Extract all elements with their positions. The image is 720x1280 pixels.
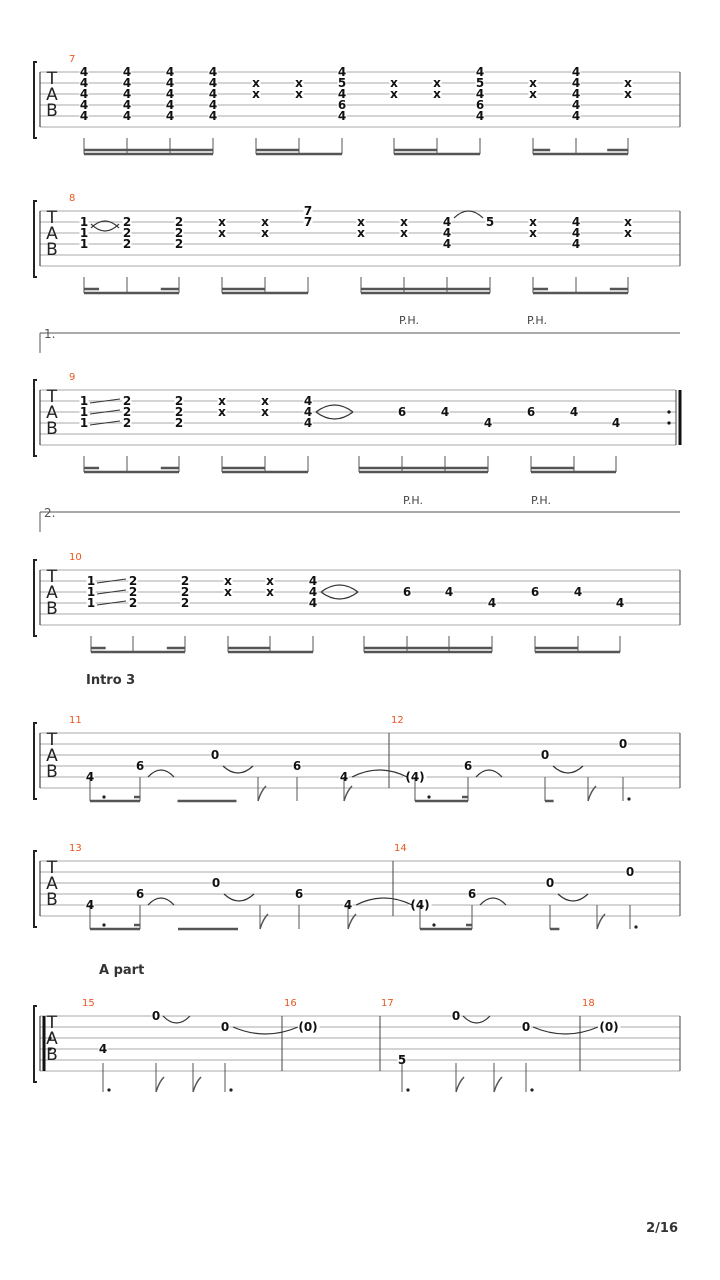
- measure-number: 16: [284, 998, 297, 1009]
- dead-note: x: [624, 215, 632, 229]
- fret-number: 4: [343, 898, 353, 912]
- dead-note: x: [295, 76, 303, 90]
- fret-number: 4: [571, 226, 581, 240]
- fret-number: 4: [440, 405, 450, 419]
- pinch-harmonic-label: P.H.: [399, 314, 419, 327]
- fret-number: 2: [180, 585, 190, 599]
- tab-clef-letter: A: [46, 874, 58, 894]
- fret-number: 4: [85, 898, 95, 912]
- fret-number: 4: [442, 226, 452, 240]
- tie: [148, 898, 174, 905]
- fret-number: 5: [397, 1053, 407, 1067]
- tie: [163, 1016, 190, 1023]
- fret-number: 6: [294, 887, 304, 901]
- fret-number: 4: [571, 237, 581, 251]
- fret-number: 4: [122, 87, 132, 101]
- fret-number: 4: [208, 109, 218, 123]
- fret-number: 4: [475, 87, 485, 101]
- measure-number: 13: [69, 843, 82, 854]
- dead-note: x: [624, 87, 632, 101]
- dead-note: x: [529, 215, 537, 229]
- tie: [352, 770, 407, 777]
- fret-number: 4: [165, 109, 175, 123]
- fret-number: (4): [405, 770, 425, 784]
- page-number: 2/16: [646, 1221, 678, 1236]
- tie: [533, 1027, 598, 1034]
- fret-number: 4: [571, 76, 581, 90]
- fret-number: 0: [540, 748, 550, 762]
- tab-clef-letter: T: [46, 1013, 58, 1033]
- fret-number: 4: [208, 87, 218, 101]
- dead-note: x: [624, 226, 632, 240]
- dead-note: x: [390, 76, 398, 90]
- dead-note: x: [529, 76, 537, 90]
- fret-number: 6: [292, 759, 302, 773]
- fret-number: 0: [211, 876, 221, 890]
- measure-number: 9: [69, 372, 76, 383]
- fret-number: 6: [135, 759, 145, 773]
- fret-number: 2: [180, 574, 190, 588]
- system-bracket: [34, 62, 37, 138]
- tab-clef-letter: A: [46, 1029, 58, 1049]
- tab-clef-letter: B: [46, 419, 58, 439]
- repeat-dot: [667, 421, 670, 424]
- fret-number: 4: [569, 405, 579, 419]
- dot: [229, 1088, 232, 1091]
- fret-number: 4: [615, 596, 625, 610]
- tie: [148, 770, 174, 777]
- fret-number: 2: [122, 226, 132, 240]
- fret-number: 1: [79, 394, 89, 408]
- dot: [432, 923, 435, 926]
- system-bracket: [34, 723, 37, 799]
- fret-number: 1: [79, 226, 89, 240]
- dead-note: x: [400, 215, 408, 229]
- fret-number: 2: [128, 596, 138, 610]
- system-bracket: [34, 560, 37, 636]
- dead-note: x: [433, 87, 441, 101]
- fret-number: 2: [174, 405, 184, 419]
- fret-number: 0: [151, 1009, 161, 1023]
- fret-number: 6: [463, 759, 473, 773]
- tab-clef-letter: A: [46, 85, 58, 105]
- fret-number: 2: [174, 416, 184, 430]
- dead-note: x: [261, 215, 269, 229]
- slide-curve: [316, 412, 353, 419]
- fret-number: 4: [337, 87, 347, 101]
- slide-curve: [321, 592, 358, 599]
- fret-number: 4: [85, 770, 95, 784]
- fret-number: 4: [98, 1042, 108, 1056]
- tie: [223, 766, 253, 773]
- fret-number: 1: [86, 596, 96, 610]
- dead-note: x: [252, 76, 260, 90]
- dot: [634, 925, 637, 928]
- tab-clef-letter: B: [46, 599, 58, 619]
- fret-number: 6: [337, 98, 347, 112]
- fret-number: 4: [483, 416, 493, 430]
- tab-clef-letter: T: [46, 730, 58, 750]
- fret-number: 1: [86, 574, 96, 588]
- fret-number: 4: [79, 76, 89, 90]
- system-bracket: [34, 851, 37, 927]
- tie: [463, 1016, 490, 1023]
- tab-clef-letter: B: [46, 762, 58, 782]
- fret-number: 4: [442, 237, 452, 251]
- fret-number: 4: [475, 109, 485, 123]
- dead-note: x: [295, 87, 303, 101]
- fret-number: 2: [128, 585, 138, 599]
- eighth-flag: [156, 1077, 164, 1092]
- volta-number: 1.: [44, 327, 56, 341]
- fret-number: 2: [128, 574, 138, 588]
- fret-number: 4: [442, 215, 452, 229]
- tab-clef-letter: B: [46, 1045, 58, 1065]
- fret-number: 4: [611, 416, 621, 430]
- fret-number: 4: [339, 770, 349, 784]
- fret-number: 2: [174, 394, 184, 408]
- tab-clef-letter: B: [46, 890, 58, 910]
- measure-number: 10: [69, 552, 82, 563]
- tie: [224, 894, 254, 901]
- repeat-dot: [667, 410, 670, 413]
- eighth-flag: [193, 1077, 201, 1092]
- fret-number: 2: [174, 237, 184, 251]
- fret-number: 4: [79, 87, 89, 101]
- tab-clef-letter: B: [46, 240, 58, 260]
- volta-number: 2.: [44, 506, 56, 520]
- fret-number: 1: [79, 215, 89, 229]
- dead-note: x: [261, 405, 269, 419]
- measure-number: 7: [69, 54, 76, 65]
- dot: [406, 1088, 409, 1091]
- fret-number: 4: [303, 405, 313, 419]
- fret-number: 4: [571, 215, 581, 229]
- fret-number: 4: [571, 65, 581, 79]
- fret-number: 6: [397, 405, 407, 419]
- tie: [553, 766, 583, 773]
- dead-note: x: [218, 226, 226, 240]
- fret-number: 1: [86, 585, 96, 599]
- fret-number: 0: [545, 876, 555, 890]
- fret-number: 0: [451, 1009, 461, 1023]
- fret-number: 4: [208, 65, 218, 79]
- fret-number: 4: [308, 574, 318, 588]
- fret-number: 4: [122, 76, 132, 90]
- fret-number: 4: [165, 76, 175, 90]
- tie: [558, 894, 588, 901]
- fret-number: 4: [79, 109, 89, 123]
- tab-clef-letter: T: [46, 387, 58, 407]
- fret-number: 4: [165, 98, 175, 112]
- pinch-harmonic-label: P.H.: [527, 314, 547, 327]
- dead-note: x: [624, 76, 632, 90]
- dead-note: x: [218, 215, 226, 229]
- eighth-flag: [456, 1077, 464, 1092]
- dead-note: x: [261, 226, 269, 240]
- fret-number: 6: [135, 887, 145, 901]
- dead-note: x: [261, 394, 269, 408]
- fret-number: 4: [308, 585, 318, 599]
- fret-number: 7: [303, 215, 313, 229]
- measure-number: 14: [394, 843, 407, 854]
- fret-number: 0: [625, 865, 635, 879]
- fret-number: 4: [571, 87, 581, 101]
- slide-curve: [316, 405, 353, 412]
- dot: [427, 795, 430, 798]
- fret-number: 2: [122, 237, 132, 251]
- fret-number: 4: [122, 109, 132, 123]
- fret-number: 6: [402, 585, 412, 599]
- fret-number: 4: [122, 98, 132, 112]
- tab-clef-letter: A: [46, 403, 58, 423]
- fret-number: 2: [122, 405, 132, 419]
- fret-number: 6: [467, 887, 477, 901]
- fret-number: 6: [526, 405, 536, 419]
- fret-number: 2: [122, 215, 132, 229]
- tie: [476, 770, 502, 777]
- dead-note: x: [266, 574, 274, 588]
- dead-note: x: [224, 574, 232, 588]
- measure-number: 17: [381, 998, 394, 1009]
- tab-clef-letter: T: [46, 208, 58, 228]
- dot: [102, 795, 105, 798]
- fret-number: (0): [599, 1020, 619, 1034]
- fret-number: 4: [303, 416, 313, 430]
- fret-number: 4: [165, 65, 175, 79]
- tie: [356, 898, 412, 905]
- dead-note: x: [433, 76, 441, 90]
- fret-number: 4: [444, 585, 454, 599]
- tab-clef-letter: A: [46, 224, 58, 244]
- measure-number: 8: [69, 193, 76, 204]
- fret-number: 5: [337, 76, 347, 90]
- measure-number: 12: [391, 715, 404, 726]
- pinch-harmonic-label: P.H.: [403, 494, 423, 507]
- fret-number: 0: [521, 1020, 531, 1034]
- fret-number: 4: [308, 596, 318, 610]
- fret-number: 6: [530, 585, 540, 599]
- fret-number: 5: [475, 76, 485, 90]
- fret-number: 7: [303, 204, 313, 218]
- slide-curve: [321, 585, 358, 592]
- fret-number: 4: [571, 98, 581, 112]
- dot: [627, 797, 630, 800]
- dead-note: x: [252, 87, 260, 101]
- fret-number: 4: [573, 585, 583, 599]
- fret-number: 4: [122, 65, 132, 79]
- tab-clef-letter: T: [46, 69, 58, 89]
- dead-note: x: [529, 226, 537, 240]
- fret-number: 1: [79, 237, 89, 251]
- pinch-harmonic-label: P.H.: [531, 494, 551, 507]
- tie: [233, 1027, 298, 1034]
- fret-number: 2: [174, 215, 184, 229]
- dot: [107, 1088, 110, 1091]
- fret-number: 2: [180, 596, 190, 610]
- section-heading-a-part: A part: [99, 963, 145, 978]
- fret-number: 4: [487, 596, 497, 610]
- dead-note: x: [218, 405, 226, 419]
- tie: [480, 898, 506, 905]
- fret-number: 4: [337, 109, 347, 123]
- system-bracket: [34, 201, 37, 277]
- fret-number: 2: [122, 416, 132, 430]
- dead-note: x: [224, 585, 232, 599]
- system-bracket: [34, 1006, 37, 1082]
- fret-number: 6: [475, 98, 485, 112]
- fret-number: 4: [571, 109, 581, 123]
- fret-number: 0: [618, 737, 628, 751]
- measure-number: 11: [69, 715, 82, 726]
- fret-number: 4: [208, 98, 218, 112]
- dead-note: x: [529, 87, 537, 101]
- eighth-flag: [494, 1077, 502, 1092]
- fret-number: 4: [303, 394, 313, 408]
- tab-clef-letter: A: [46, 746, 58, 766]
- tie: [454, 211, 483, 218]
- tab-clef-letter: A: [46, 583, 58, 603]
- fret-number: (0): [298, 1020, 318, 1034]
- fret-number: 0: [210, 748, 220, 762]
- fret-number: 1: [79, 405, 89, 419]
- dead-note: x: [357, 226, 365, 240]
- fret-number: 4: [79, 98, 89, 112]
- dot: [530, 1088, 533, 1091]
- dead-note: x: [390, 87, 398, 101]
- fret-number: 4: [475, 65, 485, 79]
- measure-number: 15: [82, 998, 95, 1009]
- fret-number: 5: [485, 215, 495, 229]
- tab-clef-letter: T: [46, 567, 58, 587]
- fret-number: 4: [208, 76, 218, 90]
- fret-number: 4: [79, 65, 89, 79]
- fret-number: 1: [79, 416, 89, 430]
- measure-number: 18: [582, 998, 595, 1009]
- section-heading-intro3: Intro 3: [86, 673, 136, 688]
- tab-clef-letter: T: [46, 858, 58, 878]
- fret-number: 4: [337, 65, 347, 79]
- system-bracket: [34, 380, 37, 456]
- fret-number: (4): [410, 898, 430, 912]
- dot: [102, 923, 105, 926]
- dead-note: x: [357, 215, 365, 229]
- dead-note: x: [218, 394, 226, 408]
- fret-number: 2: [174, 226, 184, 240]
- dead-note: x: [400, 226, 408, 240]
- fret-number: 4: [165, 87, 175, 101]
- fret-number: 2: [122, 394, 132, 408]
- dead-note: x: [266, 585, 274, 599]
- fret-number: 0: [220, 1020, 230, 1034]
- tab-clef-letter: B: [46, 101, 58, 121]
